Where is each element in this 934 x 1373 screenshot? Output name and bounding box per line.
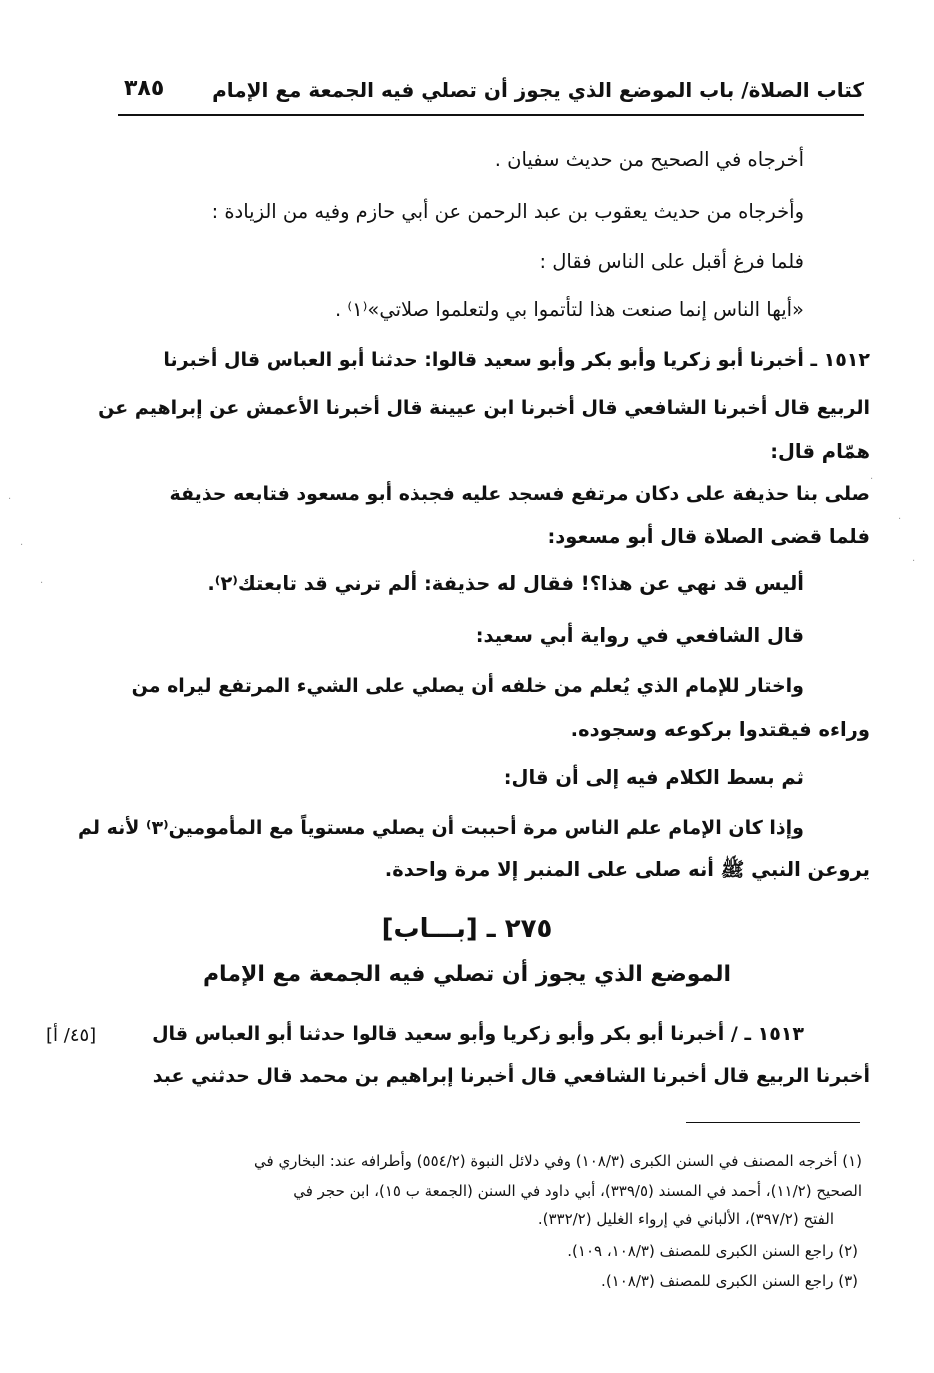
text-line: فلما فرغ أقبل على الناس فقال : — [539, 250, 804, 273]
text-line: الربيع قال أخبرنا الشافعي قال أخبرنا ابن عيينة قال أخبرنا الأعمش عن إبراهيم عن — [98, 397, 870, 419]
scan-speck: · — [870, 474, 874, 485]
text-line: وراءه فيقتدوا بركوعه وسجوده. — [570, 718, 870, 741]
hadith-1513-line: ١٥١٣ ـ / أخبرنا أبو بكر وأبو زكريا وأبو سعيد قالوا حدثنا أبو العباس قال — [152, 1023, 804, 1045]
scan-speck: · — [912, 556, 916, 567]
chapter-number: ٢٧٥ ـ [بـــاب] — [381, 914, 553, 944]
text-line: قال الشافعي في رواية أبي سعيد: — [475, 624, 804, 647]
scan-speck: · — [8, 494, 12, 505]
footnote-separator — [686, 1122, 860, 1123]
manuscript-folio-ref: [٤٥/ أ] — [46, 1025, 97, 1046]
text-line: أليس قد نهي عن هذا؟! فقال له حذيفة: ألم ترني قد تابعتك⁽٢⁾. — [207, 572, 804, 595]
scan-speck: · — [898, 514, 902, 525]
text-line: أخبرنا الربيع قال أخبرنا الشافعي قال أخبرنا إبراهيم بن محمد قال حدثني عبد — [152, 1065, 870, 1087]
scan-speck: · — [40, 578, 44, 589]
text-line: يروعن النبي ﷺ أنه صلى على المنبر إلا مرة واحدة. — [384, 858, 870, 881]
text-line: واختار للإمام الذي يُعلم من خلفه أن يصلي على الشيء المرتفع ليراه من — [131, 675, 804, 697]
footnote-line: (٣) راجع السنن الكبرى للمصنف (١٠٨/٣). — [601, 1272, 858, 1290]
text-line: وأخرجاه من حديث يعقوب بن عبد الرحمن عن أبي حازم وفيه من الزيادة : — [211, 200, 804, 223]
text-line: ثم بسط الكلام فيه إلى أن قال: — [503, 766, 804, 789]
footnote-line: الصحيح (١١/٢)، أحمد في المسند (٣٣٩/٥)، أبي داود في السنن (الجمعة ب ١٥)، ابن حجر في — [293, 1182, 862, 1200]
text-line: «أيها الناس إنما صنعت هذا لتأتموا بي ولتعلموا صلاتي»⁽١⁾ . — [334, 298, 804, 321]
footnote-line: (٢) راجع السنن الكبرى للمصنف (١٠٨/٣، ١٠٩). — [567, 1242, 858, 1260]
text-line: وإذا كان الإمام علم الناس مرة أحببت أن يصلي مستوياً مع المأمومين⁽٣⁾ لأنه لم — [77, 817, 804, 839]
scan-speck: · — [20, 540, 24, 551]
footnote-line: الفتح (٣٩٧/٢)، الألباني في إرواء الغليل (٣٣٢/٢). — [537, 1210, 834, 1228]
hadith-1512-line: ١٥١٢ ـ أخبرنا أبو زكريا وأبو بكر وأبو سعيد قالوا: حدثنا أبو العباس قال أخبرنا — [163, 349, 870, 371]
page-number: ٣٨٥ — [124, 76, 165, 101]
header-title: كتاب الصلاة/ باب الموضع الذي يجوز أن تصلي فيه الجمعة مع الإمام — [212, 78, 864, 102]
text-line: صلى بنا حذيفة على دكان مرتفع فسجد عليه فجبذه أبو مسعود فتابعه حذيفة — [169, 483, 870, 505]
chapter-title: الموضع الذي يجوز أن تصلي فيه الجمعة مع الإمام — [202, 962, 732, 987]
footnote-line: (١) أخرجه المصنف في السنن الكبرى (١٠٨/٣) وفي دلائل النبوة (٥٥٤/٢) وأطرافه عند: البخاري في — [254, 1152, 862, 1170]
text-line: همّام قال: — [770, 440, 870, 463]
running-header — [118, 74, 864, 116]
text-line: أخرجاه في الصحيح من حديث سفيان . — [494, 148, 804, 171]
text-line: فلما قضى الصلاة قال أبو مسعود: — [547, 525, 870, 548]
